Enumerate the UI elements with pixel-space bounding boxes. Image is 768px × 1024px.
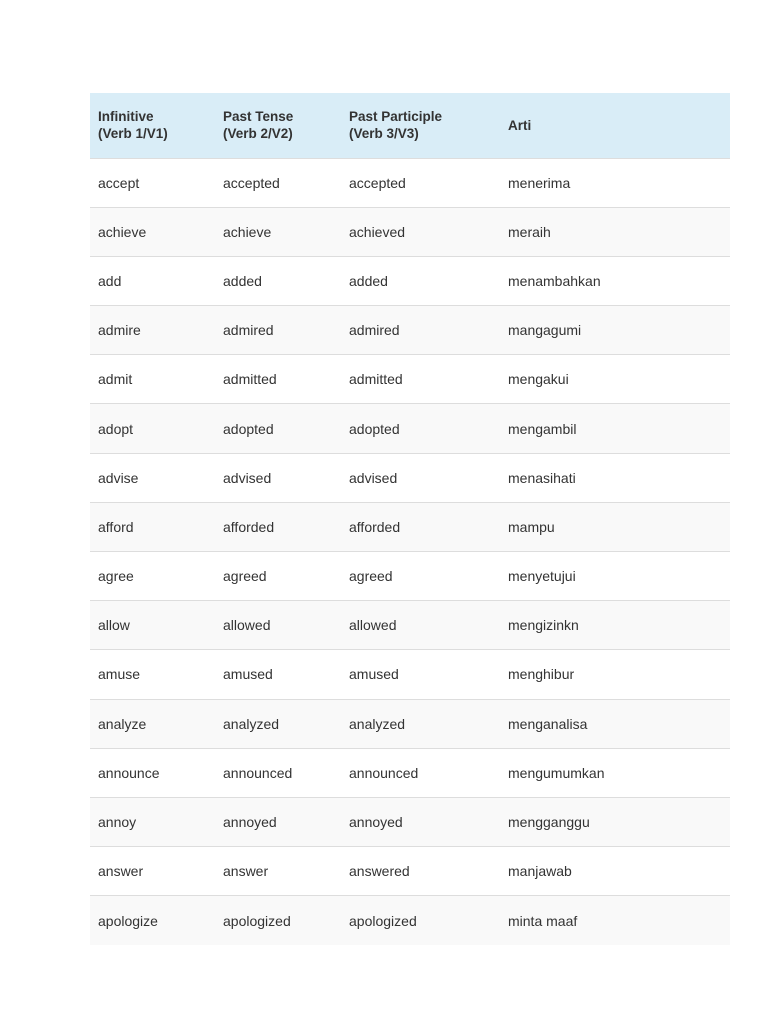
- verb-table: [90, 93, 730, 945]
- cell-arti: mangagumi: [508, 322, 582, 339]
- cell-infinitive: admire: [98, 322, 141, 339]
- table-row: [90, 404, 730, 453]
- cell-past-participle: advised: [349, 469, 398, 486]
- cell-arti: mengambil: [508, 420, 577, 437]
- cell-past-tense: achieve: [223, 223, 272, 240]
- cell-arti: mengakui: [508, 371, 569, 388]
- table-row: [90, 797, 730, 846]
- cell-past-tense: allowed: [223, 617, 271, 634]
- cell-past-tense: added: [223, 272, 262, 289]
- table-row: [90, 306, 730, 355]
- cell-past-participle: admitted: [349, 371, 403, 388]
- cell-infinitive: analyze: [98, 715, 147, 732]
- table-row: [90, 601, 730, 650]
- cell-past-participle: analyzed: [349, 715, 406, 732]
- header-arti: Arti: [508, 117, 532, 133]
- cell-past-participle: adopted: [349, 420, 400, 437]
- table-header: [90, 93, 730, 158]
- cell-infinitive: accept: [98, 174, 140, 191]
- cell-past-tense: accepted: [223, 174, 280, 191]
- cell-past-participle: afforded: [349, 518, 401, 535]
- cell-arti: menghibur: [508, 666, 575, 683]
- table-row: [90, 453, 730, 502]
- cell-arti: mengizinkn: [508, 617, 579, 634]
- cell-past-tense: analyzed: [223, 715, 280, 732]
- cell-past-participle: apologized: [349, 912, 417, 929]
- cell-past-participle: announced: [349, 764, 419, 781]
- cell-past-participle: added: [349, 272, 388, 289]
- cell-infinitive: agree: [98, 568, 134, 585]
- cell-infinitive: apologize: [98, 912, 158, 929]
- cell-past-participle: allowed: [349, 617, 397, 634]
- header-past-tense: Past Tense (Verb 2/V2): [223, 109, 294, 142]
- table-row: [90, 650, 730, 699]
- cell-infinitive: announce: [98, 764, 160, 781]
- table-row: [90, 207, 730, 256]
- cell-past-tense: apologized: [223, 912, 291, 929]
- cell-arti: menambahkan: [508, 272, 601, 289]
- table-row: [90, 256, 730, 305]
- cell-past-participle: annoyed: [349, 814, 403, 831]
- table-row: [90, 847, 730, 896]
- cell-infinitive: afford: [98, 518, 134, 535]
- cell-past-tense: announced: [223, 764, 293, 781]
- cell-past-tense: afforded: [223, 518, 275, 535]
- cell-arti: mengumumkan: [508, 764, 605, 781]
- cell-arti: menyetujui: [508, 568, 576, 585]
- cell-infinitive: allow: [98, 617, 130, 634]
- cell-infinitive: amuse: [98, 666, 141, 683]
- table-row: [90, 896, 730, 945]
- cell-past-tense: adopted: [223, 420, 274, 437]
- header-row: [90, 93, 730, 158]
- cell-past-tense: annoyed: [223, 814, 277, 831]
- cell-past-participle: agreed: [349, 568, 393, 585]
- cell-infinitive: adopt: [98, 420, 134, 437]
- table-row: [90, 158, 730, 207]
- table-row: [90, 552, 730, 601]
- cell-past-tense: admired: [223, 322, 274, 339]
- cell-infinitive: admit: [98, 371, 133, 388]
- cell-infinitive: advise: [98, 469, 139, 486]
- table-row: [90, 748, 730, 797]
- cell-past-participle: achieved: [349, 223, 406, 240]
- cell-arti: minta maaf: [508, 912, 578, 929]
- cell-past-participle: accepted: [349, 174, 406, 191]
- cell-past-tense: admitted: [223, 371, 277, 388]
- cell-past-participle: amused: [349, 666, 399, 683]
- cell-arti: manjawab: [508, 863, 572, 880]
- header-infinitive: Infinitive (Verb 1/V1): [98, 109, 168, 142]
- header-past-participle: Past Participle (Verb 3/V3): [349, 109, 443, 142]
- cell-infinitive: achieve: [98, 223, 147, 240]
- cell-arti: mengganggu: [508, 814, 590, 831]
- cell-past-tense: amused: [223, 666, 273, 683]
- cell-arti: menasihati: [508, 469, 576, 486]
- table-row: [90, 502, 730, 551]
- cell-past-tense: advised: [223, 469, 272, 486]
- table-body: [90, 158, 730, 945]
- cell-infinitive: add: [98, 272, 122, 289]
- cell-infinitive: answer: [98, 863, 144, 880]
- cell-arti: menganalisa: [508, 715, 588, 732]
- table-row: [90, 355, 730, 404]
- cell-infinitive: annoy: [98, 814, 137, 831]
- cell-arti: menerima: [508, 174, 571, 191]
- cell-arti: meraih: [508, 223, 551, 240]
- cell-past-tense: agreed: [223, 568, 267, 585]
- cell-arti: mampu: [508, 518, 555, 535]
- cell-past-participle: answered: [349, 863, 410, 880]
- table-row: [90, 699, 730, 748]
- cell-past-participle: admired: [349, 322, 400, 339]
- cell-past-tense: answer: [223, 863, 269, 880]
